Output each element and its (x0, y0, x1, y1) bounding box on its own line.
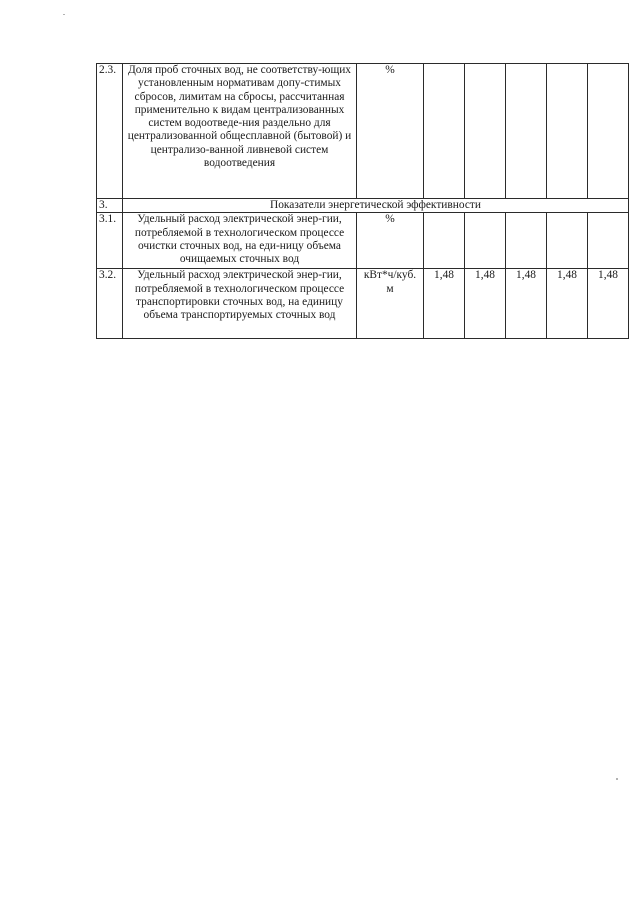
row-description-text: Доля проб сточных вод, не соответству-ющих установленным нормативам допу-стимых сбросов, лимитам на сбросы, рассчитанная применительно к видам централизованных систем водоотведе-ния раздельно для централизованной общесплавной (бытовой) и централизо-ванной ливневой систем водоотведения (127, 64, 352, 170)
row-description-text: Удельный расход электрической энер-гии, потребляемой в технологическом процессе очистки сточных вод, на еди-ницу объема очищаемых сточных вод (134, 213, 345, 266)
table-row (97, 269, 629, 339)
indicators-table (96, 63, 629, 339)
table-row (97, 213, 629, 269)
row-number: 3.1. (97, 213, 123, 269)
row-description (123, 213, 357, 269)
value-cell (547, 64, 588, 199)
value-cell: 1,48 (588, 269, 629, 339)
section-title: Показатели энергетической эффективности (123, 199, 629, 213)
value-cell (424, 64, 465, 199)
row-description-text: Удельный расход электрической энер-гии, потребляемой в технологическом процессе транспортировки сточных вод, на единицу объема транспортируемых сточных вод (134, 269, 345, 322)
section-row (97, 199, 629, 213)
row-description (123, 64, 357, 199)
value-cell (547, 213, 588, 269)
value-cell: 1,48 (547, 269, 588, 339)
value-cell (465, 64, 506, 199)
scan-speck (63, 14, 65, 15)
row-unit: % (357, 213, 424, 269)
scan-speck (616, 778, 618, 780)
value-cell: 1,48 (465, 269, 506, 339)
row-unit: % (357, 64, 424, 199)
section-number: 3. (97, 199, 123, 213)
row-number: 2.3. (97, 64, 123, 199)
value-cell (424, 213, 465, 269)
value-cell: 1,48 (424, 269, 465, 339)
table-row (97, 64, 629, 199)
row-description (123, 269, 357, 339)
value-cell (506, 213, 547, 269)
value-cell (588, 213, 629, 269)
value-cell (588, 64, 629, 199)
row-number: 3.2. (97, 269, 123, 339)
value-cell (465, 213, 506, 269)
row-unit: кВт*ч/куб. м (357, 269, 424, 339)
value-cell: 1,48 (506, 269, 547, 339)
value-cell (506, 64, 547, 199)
